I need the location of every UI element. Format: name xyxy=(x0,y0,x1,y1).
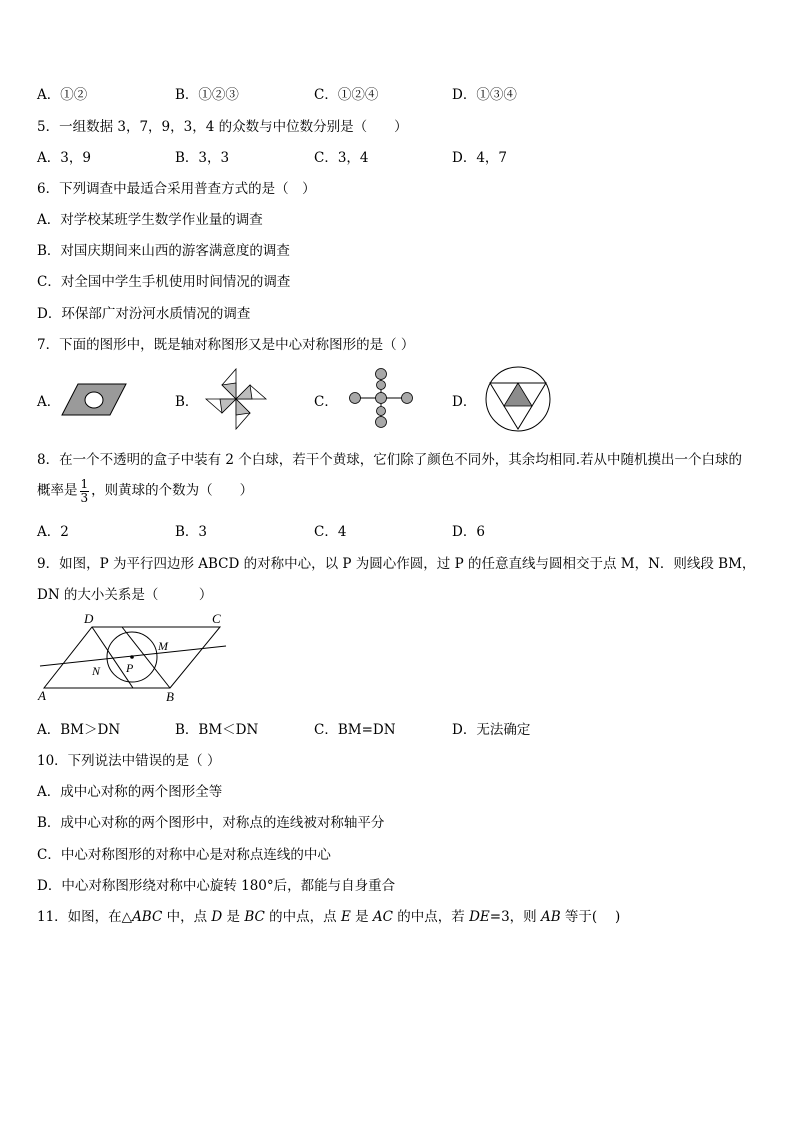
q8-option-c: C．4 xyxy=(314,524,347,540)
q6-option-b: B．对国庆期间来山西的游客满意度的调查 xyxy=(37,243,290,259)
q11-text-6: 的中点，若 xyxy=(392,909,470,925)
q10-option-a: A．成中心对称的两个图形全等 xyxy=(37,784,223,800)
q7-option-d-label: D． xyxy=(452,394,477,410)
q9-figure-parallelogram xyxy=(36,610,236,704)
q9-label-p: P xyxy=(126,661,134,675)
q5-stem: 5．一组数据 3，7，9，3，4 的众数与中位数分别是（ ） xyxy=(37,119,408,135)
q7-figure-d-circle-triangles xyxy=(484,365,552,433)
q8-stem-suffix: ，则黄球的个数为（ ） xyxy=(91,482,254,499)
q7-figure-a-parallelogram xyxy=(60,382,130,418)
q11-stem xyxy=(37,905,620,925)
q8-stem-prefix: 概率是 xyxy=(37,482,78,499)
q11-text-4: 的中点，点 xyxy=(264,909,341,925)
q4-option-d: D．①③④ xyxy=(452,87,517,103)
q11-var-bc: BC xyxy=(244,909,265,925)
q7-stem: 7．下面的图形中，既是轴对称图形又是中心对称图形的是（ ） xyxy=(37,337,415,353)
q9-label-m: M xyxy=(158,639,168,653)
q9-label-a: A xyxy=(38,688,46,703)
q9-stem-line2: DN 的大小关系是（ ） xyxy=(37,587,213,603)
q9-label-b: B xyxy=(166,689,174,704)
q6-option-a: A．对学校某班学生数学作业量的调查 xyxy=(37,212,263,228)
q11-var-ab: AB xyxy=(540,909,561,925)
q7-option-c-label: C． xyxy=(314,394,338,410)
q11-text-2: 中，点 xyxy=(162,909,212,925)
q9-option-a: A．BM＞DN xyxy=(37,722,121,738)
q8-stem-line1: 8．在一个不透明的盒子中装有 2 个白球，若干个黄球，它们除了颜色不同外，其余均相同.若从中随机摸出一个白球的 xyxy=(37,452,743,468)
q4-option-c: C．①②④ xyxy=(314,87,379,103)
q4-option-b: B．①②③ xyxy=(175,87,239,103)
q5-option-b: B．3，3 xyxy=(175,150,230,166)
q10-option-d: D．中心对称图形绕对称中心旋转 180°后，都能与自身重合 xyxy=(37,878,396,894)
q9-option-d: D．无法确定 xyxy=(452,722,531,738)
q7-figure-b-pinwheel xyxy=(204,367,268,431)
q5-option-a: A．3，9 xyxy=(37,150,91,166)
q9-label-n: N xyxy=(92,664,101,678)
q7-option-b-label: B． xyxy=(175,394,199,410)
q8-fraction-denominator: 3 xyxy=(80,490,89,505)
q7-figure-c-circles-cross xyxy=(348,368,414,428)
q5-option-d: D．4，7 xyxy=(452,150,508,166)
q11-var-e: E xyxy=(340,909,351,925)
q6-option-d: D．环保部广对汾河水质情况的调查 xyxy=(37,306,251,322)
q11-var-d: D xyxy=(211,909,223,925)
q10-stem: 10．下列说法中错误的是（ ） xyxy=(37,753,221,769)
q6-stem: 6．下列调查中最适合采用普查方式的是（ ） xyxy=(37,181,316,197)
q11-text-8: 等于( ) xyxy=(560,909,621,925)
q9-label-d: D xyxy=(84,611,94,626)
q10-option-c: C．中心对称图形的对称中心是对称点连线的中心 xyxy=(37,847,331,863)
q11-text-1: 11．如图，在△ xyxy=(37,909,133,925)
q8-option-b: B．3 xyxy=(175,524,208,540)
q11-text-7: =3，则 xyxy=(489,909,541,925)
q5-option-c: C．3，4 xyxy=(314,150,369,166)
q8-stem-line2 xyxy=(37,478,253,504)
q4-option-a: A．①② xyxy=(37,87,88,103)
q8-fraction xyxy=(80,478,90,504)
q11-text-3: 是 xyxy=(222,909,245,925)
q11-var-de: DE xyxy=(469,909,490,925)
q11-text-5: 是 xyxy=(350,909,373,925)
q9-option-c: C．BM=DN xyxy=(314,722,396,738)
q6-option-c: C．对全国中学生手机使用时间情况的调查 xyxy=(37,274,291,290)
q10-option-b: B．成中心对称的两个图形中，对称点的连线被对称轴平分 xyxy=(37,815,385,831)
q8-option-a: A．2 xyxy=(37,524,69,540)
q8-fraction-numerator: 1 xyxy=(80,477,89,491)
q9-option-b: B．BM＜DN xyxy=(175,722,259,738)
q9-stem-line1: 9．如图，P 为平行四边形 ABCD 的对称中心，以 P 为圆心作圆，过 P 的任意直线与圆相交于点 M，N．则线段 BM， xyxy=(37,556,756,572)
q11-var-abc: ABC xyxy=(132,909,163,925)
q7-option-a-label: A． xyxy=(37,394,61,410)
q11-var-ac: AC xyxy=(372,909,393,925)
q8-option-d: D．6 xyxy=(452,524,485,540)
q9-label-c: C xyxy=(212,611,221,626)
